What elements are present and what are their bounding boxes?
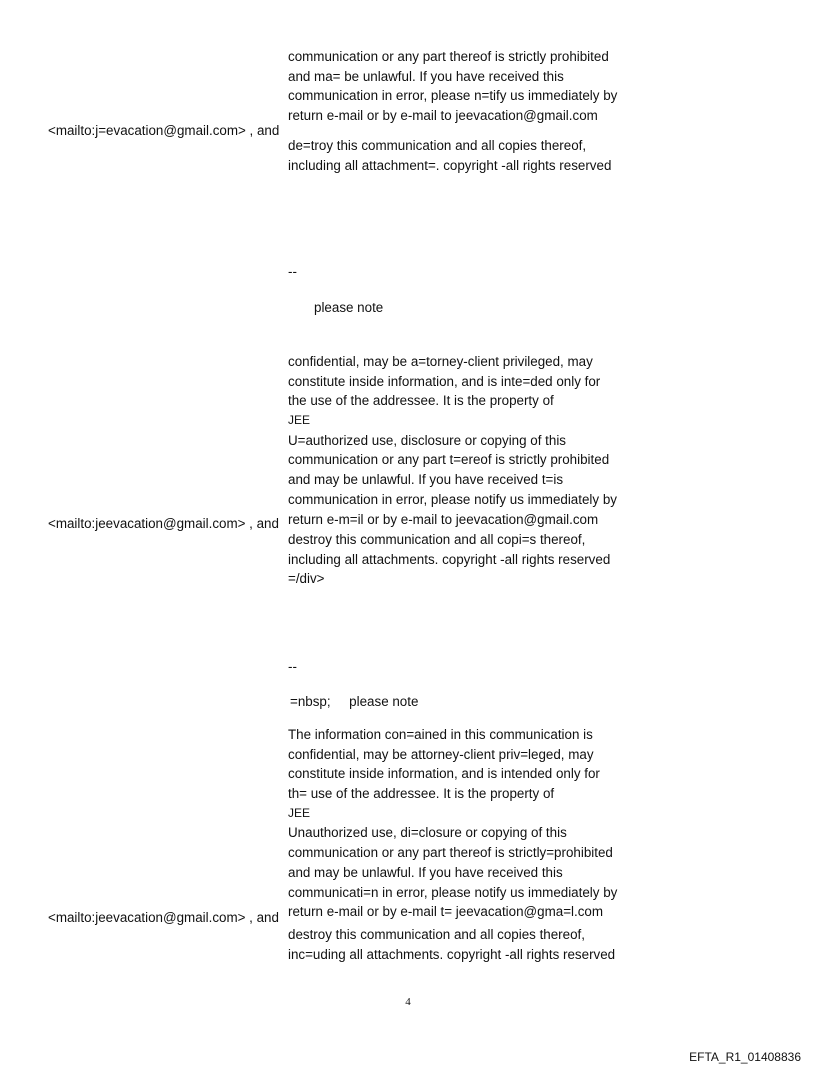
text-line: destroy this communication and all copies thereof, xyxy=(288,927,585,942)
text-line: the use of the addressee. It is the property of xyxy=(288,393,554,409)
text-line: U=authorized use, disclosure or copying of this xyxy=(288,432,567,448)
bates-number: EFTA_R1_01408836 xyxy=(689,1050,801,1064)
text-line: Unauthorized use, di=closure or copying of this xyxy=(288,825,567,841)
text-line: inc=uding all attachments. copyright -all rights reserved xyxy=(288,946,616,962)
text-line: return e-m=il or by e-mail to jeevacation@gmail.com xyxy=(288,511,599,527)
text-line: communication or any part t=ereof is strictly prohibited xyxy=(288,452,610,468)
text-line: JEE xyxy=(288,413,311,428)
separator: -- xyxy=(288,264,297,279)
text-line: and may be unlawful. If you have received t=is xyxy=(288,472,564,488)
text-line: communication or any part thereof is strictly prohibited xyxy=(288,49,609,64)
text-line: communication in error, please n=tify us immediately by xyxy=(288,88,618,104)
text-line: confidential, may be a=torney-client privileged, may xyxy=(288,354,593,369)
text-line: including all attachments. copyright -all rights reserved xyxy=(288,551,611,567)
text-line: including all attachment=. copyright -all rights reserved xyxy=(288,157,612,173)
section2-body xyxy=(288,352,617,529)
mailto-link[interactable]: <mailto:jeevacation@gmail.com> , and xyxy=(48,516,279,531)
text-line: =/div> xyxy=(288,571,325,587)
mailto-link[interactable]: <mailto:j=evacation@gmail.com> , and xyxy=(48,123,280,138)
text-line: communicati=n in error, please notify us immediately by xyxy=(288,884,618,900)
page-number: 4 xyxy=(405,996,411,1008)
section1-closing xyxy=(288,136,611,175)
text-line: th= use of the addressee. It is the property of xyxy=(288,786,555,802)
please-note: =nbsp; please note xyxy=(290,694,419,709)
text-line: destroy this communication and all copi=s thereof, xyxy=(288,532,586,547)
mailto-link[interactable]: <mailto:jeevacation@gmail.com> , and xyxy=(48,910,279,925)
section3-closing xyxy=(288,925,615,964)
text-line: JEE xyxy=(288,805,311,820)
text-line: communication in error, please notify us immediately by xyxy=(288,491,617,507)
section1-body xyxy=(288,47,617,126)
separator: -- xyxy=(288,659,297,674)
text-line: de=troy this communication and all copies thereof, xyxy=(288,138,587,153)
text-line: and may be unlawful. If you have received this xyxy=(288,864,563,880)
text-line: confidential, may be attorney-client priv=leged, may xyxy=(288,746,594,762)
text-line: communication or any part thereof is strictly=prohibited xyxy=(288,845,613,861)
text-line: return e-mail or by e-mail to jeevacation@gmail.com xyxy=(288,108,598,124)
text-line: constitute inside information, and is inte=ded only for xyxy=(288,373,601,389)
section3-body xyxy=(288,725,617,922)
section2-closing xyxy=(288,530,610,589)
text-line: constitute inside information, and is intended only for xyxy=(288,766,600,782)
text-line: The information con=ained in this communication is xyxy=(288,727,593,742)
text-line: and ma= be unlawful. If you have received this xyxy=(288,68,564,84)
please-note: please note xyxy=(314,300,384,315)
text-line: return e-mail or by e-mail t= jeevacation@gma=l.com xyxy=(288,904,604,920)
